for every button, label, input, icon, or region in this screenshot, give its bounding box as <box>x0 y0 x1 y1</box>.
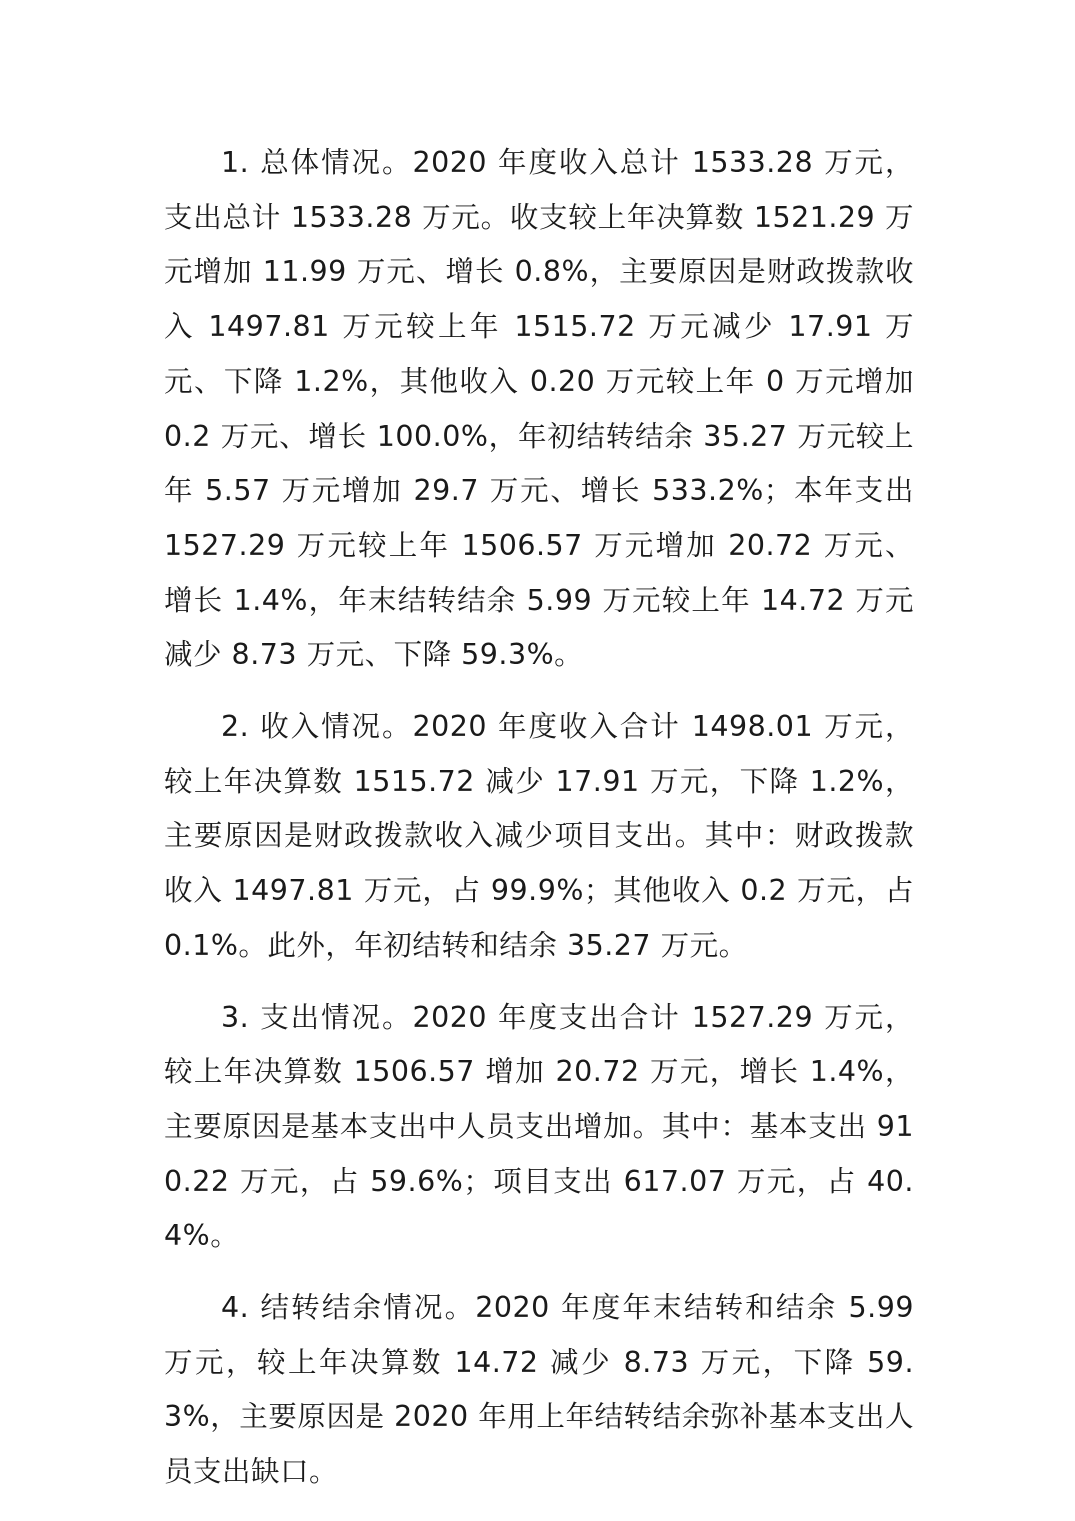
paragraph-overall: 1. 总体情况。2020 年度收入总计 1533.28 万元，支出总计 1533.28 万元。收支较上年决算数 1521.29 万元增加 11.99 万元、增长 0.8%，主要原因是财政拨款收入 1497.81 万元较上年 1515.72 万元减少 17.91 万元、下降 1.2%，其他收入 0.20 万元较上年 0 万元增加 0.2 万元、增长 100.0%，年初结转结余 35.27 万元较上年 5.57 万元增加 29.7 万元、增长 533.2%；本年支出 1527.29 万元较上年 1506.57 万元增加 20.72 万元、增长 1.4%，年末结转结余 5.99 万元较上年 14.72 万元减少 8.73 万元、下降 59.3%。 <box>164 146 914 672</box>
paragraph-income: 2. 收入情况。2020 年度收入合计 1498.01 万元，较上年决算数 1515.72 减少 17.91 万元，下降 1.2%，主要原因是财政拨款收入减少项目支出。其中：财政拨款收入 1497.81 万元，占 99.9%；其他收入 0.2 万元，占 0.1%。此外，年初结转和结余 35.27 万元。 <box>164 710 914 962</box>
document-body <box>164 136 914 1517</box>
paragraph-expenditure: 3. 支出情况。2020 年度支出合计 1527.29 万元，较上年决算数 1506.57 增加 20.72 万元，增长 1.4%，主要原因是基本支出中人员支出增加。其中：基本支出 910.22 万元，占 59.6%；项目支出 617.07 万元，占 40.4%。 <box>164 1000 914 1253</box>
paragraph-carryover: 4. 结转结余情况。2020 年度年末结转和结余 5.99 万元，较上年决算数 14.72 减少 8.73 万元，下降 59.3%，主要原因是 2020 年用上年结转结余弥补基本支出人员支出缺口。 <box>164 1291 914 1489</box>
